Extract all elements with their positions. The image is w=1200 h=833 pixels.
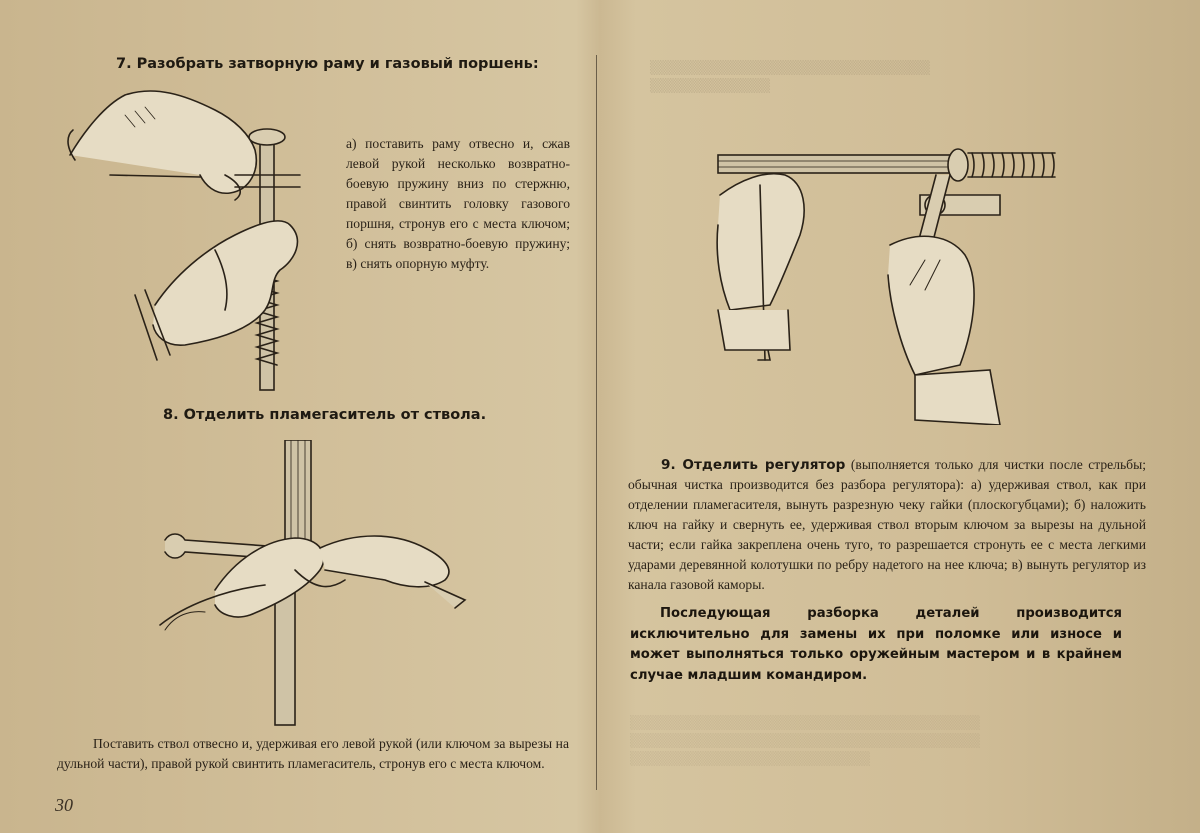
section-7-text: а) поставить раму отвесно и, сжав левой рукой несколько возвратно-боевую пружину вниз по стержню, правой свинтить головку газового поршня, стронув его с места ключом; б) снять возвратно-боевую пружину; в) снять опорную муфту. [346, 136, 570, 271]
bleed-through-text-bottom: ▒▒▒▒▒▒▒▒▒▒▒▒▒▒▒▒▒▒▒▒▒▒▒▒▒▒▒▒▒▒▒▒▒▒▒ ▒▒▒▒▒▒▒▒▒▒▒▒▒▒▒▒▒▒▒▒▒▒▒▒▒▒▒▒▒▒▒▒▒▒▒ ▒▒▒▒▒▒▒▒▒▒▒▒▒▒▒▒▒▒▒▒▒▒▒▒ [630, 716, 980, 767]
figure-7-illustration [65, 75, 325, 395]
section-8-text: Поставить ствол отвесно и, удерживая его левой рукой (или ключом за вырезы на дульной части), правой рукой свинтить пламегаситель, стронув его с места ключом. [57, 736, 569, 771]
section-7-heading: 7. Разобрать затворную раму и газовый поршень: [116, 56, 539, 72]
section-9-heading: 9. Отделить регулятор [661, 457, 846, 473]
section-9-text-block [628, 455, 1146, 595]
section-8-heading: 8. Отделить пламегаситель от ствола. [163, 407, 487, 423]
figure-9-illustration [710, 135, 1060, 425]
section-9-text: (выполняется только для чистки после стрельбы; обычная чистка производится без разбора регулятора): а) удерживая ствол, как при отделении пламегасителя, вынуть разрезную чеку гайки (плоскогубцами); б) наложить ключ на гайку и свернуть ее, удерживая ствол вторым ключом за вырезы на дульной части; если гайка закреплена очень туго, то разрешается стронуть ее с места легкими ударами деревянной колотушки по ребру надетого на нее ключа; в) вынуть регулятор из канала газовой каморы. [628, 457, 1146, 592]
figure-8-illustration [155, 440, 475, 730]
bleed-through-text: ▒▒▒▒▒▒▒▒▒▒▒▒▒▒▒▒▒▒▒▒▒▒▒▒▒▒▒▒ ▒▒▒▒▒▒▒▒▒▒▒▒ [650, 61, 930, 94]
page-number: 30 [55, 795, 73, 815]
page-gutter-line [596, 55, 597, 790]
disassembly-note: Последующая разборка деталей производится исключительно для замены их при поломке или износе и может выполняться только оружейным мастером и в крайнем случае младшим командиром. [630, 606, 1122, 683]
